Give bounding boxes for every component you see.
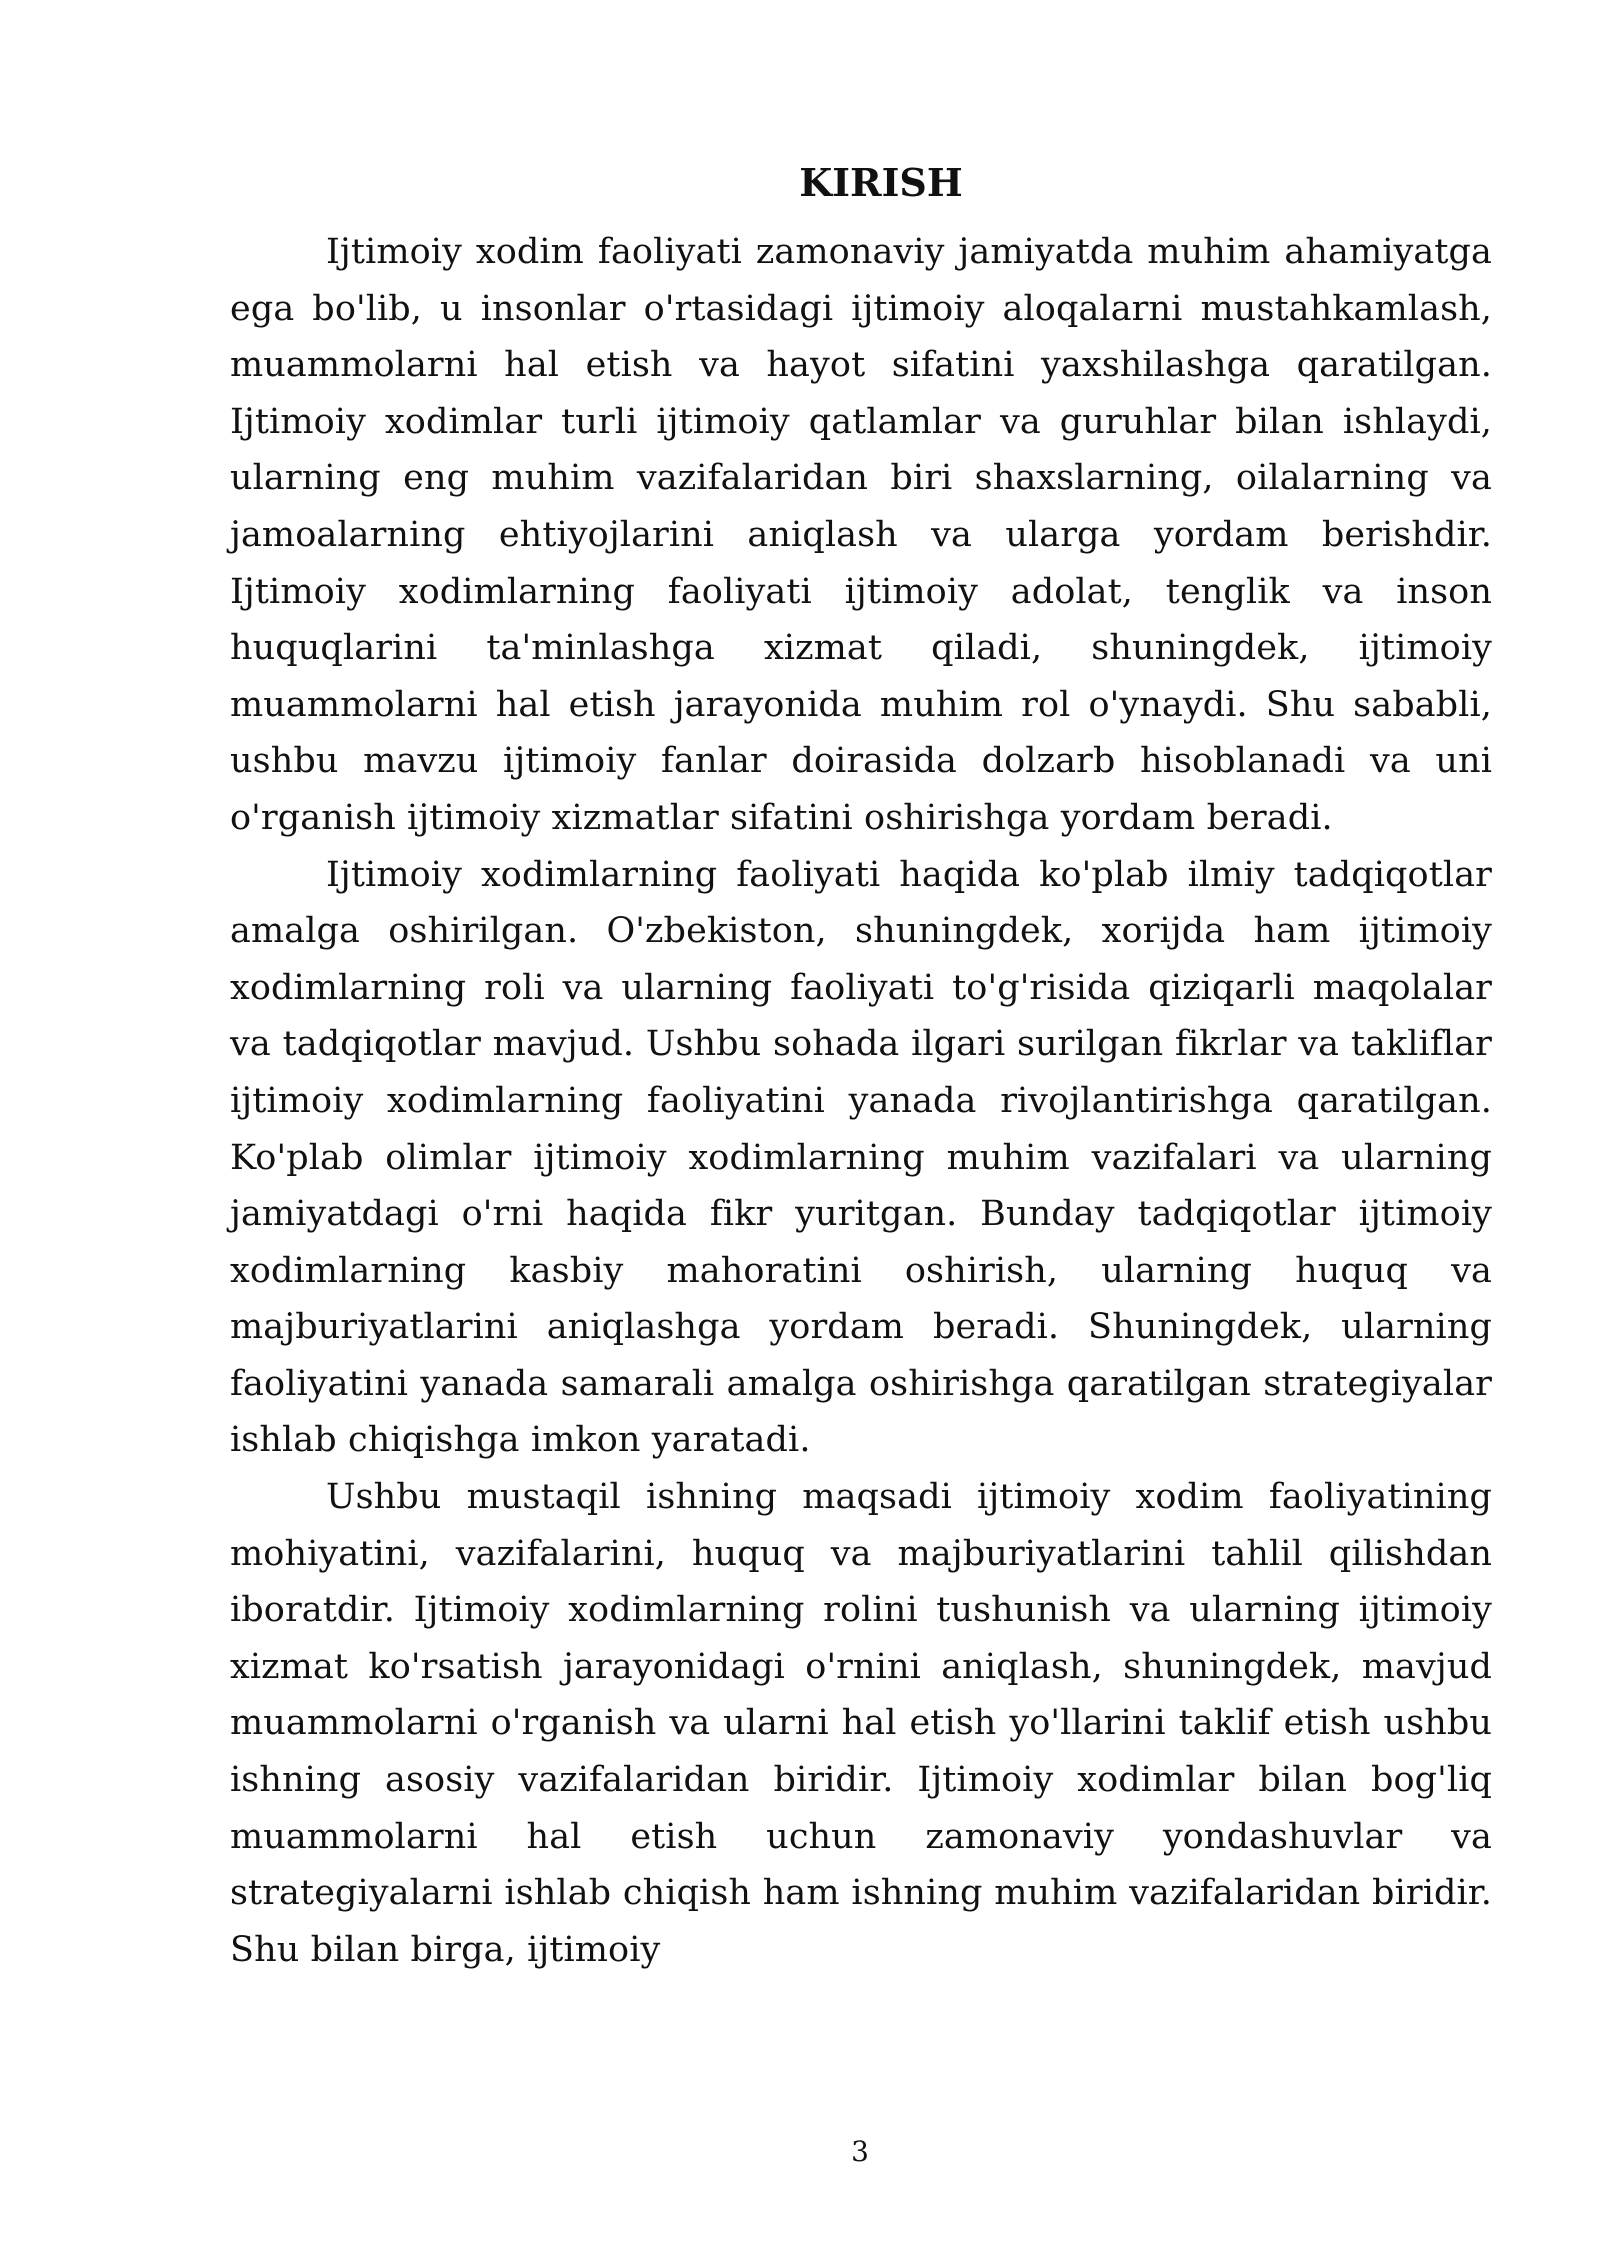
section-heading: KIRISH [799, 160, 963, 205]
body-paragraph-2: Ijtimoiy xodimlarning faoliyati haqida ko'plab ilmiy tadqiqotlar amalga oshirilgan. O'zbekiston, shuningdek, xorijda ham ijtimoiy xodimlarning roli va ularning faoliyati to'g'risida qiziqarli maqolalar va tadqiqotlar mavjud. Ushbu sohada ilgari surilgan fikrlar va takliflar ijtimoiy xodimlarning faoliyatini yanada rivojlantirishga qaratilgan. Ko'plab olimlar ijtimoiy xodimlarning muhim vazifalari va ularning jamiyatdagi o'rni haqida fikr yuritgan. Bunday tadqiqotlar ijtimoiy xodimlarning kasbiy mahoratini oshirish, ularning huquq va majburiyatlarini aniqlashga yordam beradi. Shuningdek, ularning faoliyatini yanada samarali amalga oshirishga qaratilgan strategiyalar ishlab chiqishga imkon yaratadi. [230, 854, 1492, 1461]
page-number: 3 [851, 2135, 869, 2168]
body-paragraph-1: Ijtimoiy xodim faoliyati zamonaviy jamiyatda muhim ahamiyatga ega bo'lib, u insonlar o'rtasidagi ijtimoiy aloqalarni mustahkamlash, muammolarni hal etish va hayot sifatini yaxshilashga qaratilgan. Ijtimoiy xodimlar turli ijtimoiy qatlamlar va guruhlar bilan ishlaydi, ularning eng muhim vazifalaridan biri shaxslarning, oilalarning va jamoalarning ehtiyojlarini aniqlash va ularga yordam berishdir. Ijtimoiy xodimlarning faoliyati ijtimoiy adolat, tenglik va inson huquqlarini ta'minlashga xizmat qiladi, shuningdek, ijtimoiy muammolarni hal etish jarayonida muhim rol o'ynaydi. Shu sababli, ushbu mavzu ijtimoiy fanlar doirasida dolzarb hisoblanadi va uni o'rganish ijtimoiy xizmatlar sifatini oshirishga yordam beradi. [230, 232, 1492, 838]
document-page [230, 150, 1492, 1978]
body-paragraph-3: Ushbu mustaqil ishning maqsadi ijtimoiy xodim faoliyatining mohiyatini, vazifalarini, huquq va majburiyatlarini tahlil qilishdan iboratdir. Ijtimoiy xodimlarning rolini tushunish va ularning ijtimoiy xizmat ko'rsatish jarayonidagi o'rnini aniqlash, shuningdek, mavjud muammolarni o'rganish va ularni hal etish yo'llarini taklif etish ushbu ishning asosiy vazifalaridan biridir. Ijtimoiy xodimlar bilan bog'liq muammolarni hal etish uchun zamonaviy yondashuvlar va strategiyalarni ishlab chiqish ham ishning muhim vazifalaridan biridir. Shu bilan birga, ijtimoiy [230, 1477, 1492, 1970]
